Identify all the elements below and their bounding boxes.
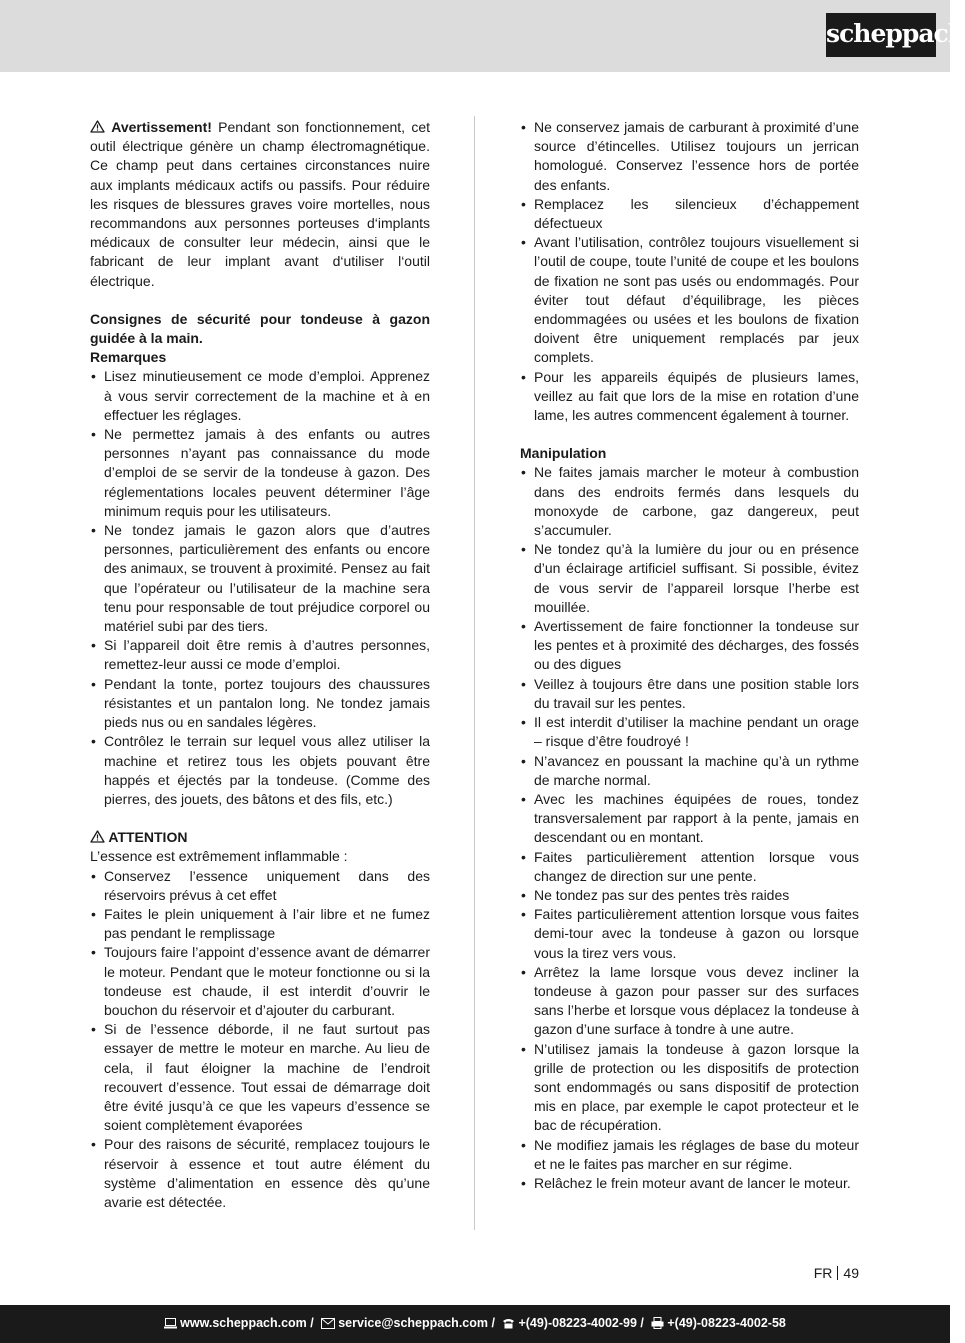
scheppach-logo	[826, 13, 965, 57]
list-item: • Faites particulièrement attention lorsque vous faites demi-tour avec la tondeuse à gazon ou lorsque vous la tirez vers vous.	[520, 905, 859, 963]
list-item: • Relâchez le frein moteur avant de lancer le moteur.	[520, 1174, 859, 1193]
list-item: • Ne permettez jamais à des enfants ou autres personnes n’ayant pas connaissance du mode d’emploi de se servir de la tondeuse à gazon. Des réglementations locales peuvent déterminer l’âge minimum requis pour les utilisateurs.	[90, 425, 430, 521]
list-item: • N’utilisez jamais la tondeuse à gazon lorsque la grille de protection ou les dispositifs de protection sont endommagés ou sans dispositif de protection mis en place, par exemple le capot protecteur et le bac de récupération.	[520, 1040, 859, 1136]
column-divider	[474, 116, 475, 1230]
emf-warning-paragraph	[90, 118, 430, 291]
footer-phone: +(49)-08223-4002-99 /	[518, 1316, 644, 1330]
right-column	[520, 118, 859, 1193]
attention-intro: L’essence est extrêmement inflammable :	[90, 848, 348, 865]
list-item: • Pour les appareils équipés de plusieurs lames, veillez au fait que lors de la mise en rotation d’une lame, les autres commencent également à tourner.	[520, 368, 859, 426]
list-item: • Ne tondez jamais le gazon alors que d’autres personnes, particulièrement des enfants ou encore des animaux, se trouvent à proximité. Pensez au fait que l’opérateur ou l’utilisateur de la machine sera tenu pour responsable de tout préjudice corporel ou matériel subi par des tiers.	[90, 521, 430, 636]
list-item: • Avant l’utilisation, contrôlez toujours visuellement si l’outil de coupe, toute l’unité de coupe et les boulons de fixation ne sont pas usés ou endommagés. Pour éviter tout défaut d’équilibrage, les pièces endommagées ou usées et les boulons de fixation doivent être uniquement remplacés par jeux complets.	[520, 233, 859, 367]
attention-label: ATTENTION	[108, 829, 188, 846]
footer-fax: +(49)-08223-4002-58	[667, 1316, 786, 1330]
page-number-separator	[837, 1266, 838, 1280]
footer-website[interactable]: www.scheppach.com /	[180, 1316, 314, 1330]
attention-heading	[90, 828, 430, 847]
fuel-list-continued	[520, 118, 859, 425]
list-item: • Si l’appareil doit être remis à d’autres personnes, remettez-leur aussi ce mode d’emploi.	[90, 636, 430, 674]
list-item: • Veillez à toujours être dans une position stable lors du travail sur les pentes.	[520, 675, 859, 713]
list-item: • Avertissement de faire fonctionner la tondeuse sur les pentes et à proximité des décharges, des fossés ou des digues	[520, 617, 859, 675]
footer-bar	[0, 1305, 950, 1343]
list-item: • Contrôlez le terrain sur lequel vous allez utiliser la machine et retirez tous les objets pouvant être happés et éjectés par la tondeuse. (Comme des pierres, des jouets, des bâtons et des fils, etc.)	[90, 732, 430, 809]
list-item: • Faites particulièrement attention lorsque vous changez de direction sur une pente.	[520, 848, 859, 886]
list-item: • Ne tondez pas sur des pentes très raides	[520, 886, 859, 905]
phone-icon	[502, 1318, 515, 1329]
list-item: • Pour des raisons de sécurité, remplacez toujours le réservoir à essence et tout autre élément du système d’alimentation en essence dès qu’une avarie est détectée.	[90, 1135, 430, 1212]
header-band	[0, 0, 965, 72]
list-item: • Il est interdit d’utiliser la machine pendant un orage – risque d’être foudroyé !	[520, 713, 859, 751]
list-item: • Toujours faire l’appoint d’essence avant de démarrer le moteur. Pendant que le moteur fonctionne ou si la tondeuse est chaude, il est interdit d’ouvrir le bouchon du réservoir et d’ajouter du carburant.	[90, 943, 430, 1020]
warning-text: Pendant son fonctionnement, cet outil électrique génère un champ électromagnétique. Ce champ peut dans certaines circonstances nuire aux implants médicaux actifs ou passifs. Pour réduire les risques de blessures graves voire mortelles, nous recommandons aux personnes porteuses d‘implants médicaux de consulter leur médecin, ainsi que le fabricant de leur implant avant d‘utiliser l‘outil électrique.	[90, 119, 430, 289]
list-item: • Remplacez les silencieux d’échappement défectueux	[520, 195, 859, 233]
warning-triangle-icon	[90, 830, 105, 843]
footer-contact-line	[0, 1316, 950, 1330]
list-item: • Ne modifiez jamais les réglages de base du moteur et ne le faites pas marcher en sur régime.	[520, 1136, 859, 1174]
list-item: • Ne tondez qu’à la lumière du jour ou en présence d’un éclairage artificiel suffisant. Si possible, évitez de vous servir de l’appareil lorsque l’herbe est mouillée.	[520, 540, 859, 617]
list-item: • Pendant la tonte, portez toujours des chaussures résistantes et un pantalon long. Ne tondez jamais pieds nus ou en sandales légères.	[90, 675, 430, 733]
remarks-list	[90, 367, 430, 809]
warning-triangle-icon	[90, 120, 105, 133]
list-item: • Lisez minutieusement ce mode d’emploi. Apprenez à vous servir correctement de la machine et à en effectuer les réglages.	[90, 367, 430, 425]
list-item: • Conservez l’essence uniquement dans des réservoirs prévus à cet effet	[90, 867, 430, 905]
list-item: • N’avancez en poussant la machine qu’à un rythme de marche normal.	[520, 752, 859, 790]
warning-label: Avertissement!	[111, 119, 212, 135]
attention-list	[90, 867, 430, 1213]
left-column	[90, 118, 430, 1212]
manipulation-list	[520, 463, 859, 1193]
list-item: • Ne conservez jamais de carburant à proximité d’une source d’étincelles. Utilisez toujours un jerrican homologué. Conservez l’essence hors de portée des enfants.	[520, 118, 859, 195]
remarks-heading: Remarques	[90, 349, 167, 366]
list-item: • Avec les machines équipées de roues, tondez transversalement par rapport à la pente, jamais en descendant ou en montant.	[520, 790, 859, 848]
page-number-value: 49	[843, 1265, 859, 1281]
logo-text: scheppach	[826, 19, 965, 48]
computer-icon	[164, 1318, 177, 1329]
list-item: • Arrêtez la lame lorsque vous devez incliner la tondeuse à gazon pour passer sur des surfaces sans l’herbe et lorsque vous déplacez la tondeuse à gazon d’une surface à tondre à une autre.	[520, 963, 859, 1040]
list-item: • Si de l’essence déborde, il ne faut surtout pas essayer de mettre le moteur en marche. Au lieu de cela, il faut éloigner la machine de l’endroit recouvert d’essence. Tout essai de démarrage doit être évité jusqu’à ce que les vapeurs d’essence se soient complètement évaporées	[90, 1020, 430, 1135]
page-number	[814, 1265, 859, 1281]
list-item: • Faites le plein uniquement à l’air libre et ne fumez pas pendant le remplissage	[90, 905, 430, 943]
list-item: • Ne faites jamais marcher le moteur à combustion dans des endroits fermés dans lesquels du monoxyde de carbone, gaz dangereux, peut s’accumuler.	[520, 463, 859, 540]
section-title: Consignes de sécurité pour tondeuse à gazon guidée à la main.	[90, 310, 430, 347]
fax-icon	[651, 1317, 664, 1329]
email-icon	[321, 1318, 335, 1329]
language-code: FR	[813, 1265, 833, 1281]
manipulation-heading: Manipulation	[520, 445, 607, 462]
footer-email[interactable]: service@scheppach.com /	[338, 1316, 495, 1330]
